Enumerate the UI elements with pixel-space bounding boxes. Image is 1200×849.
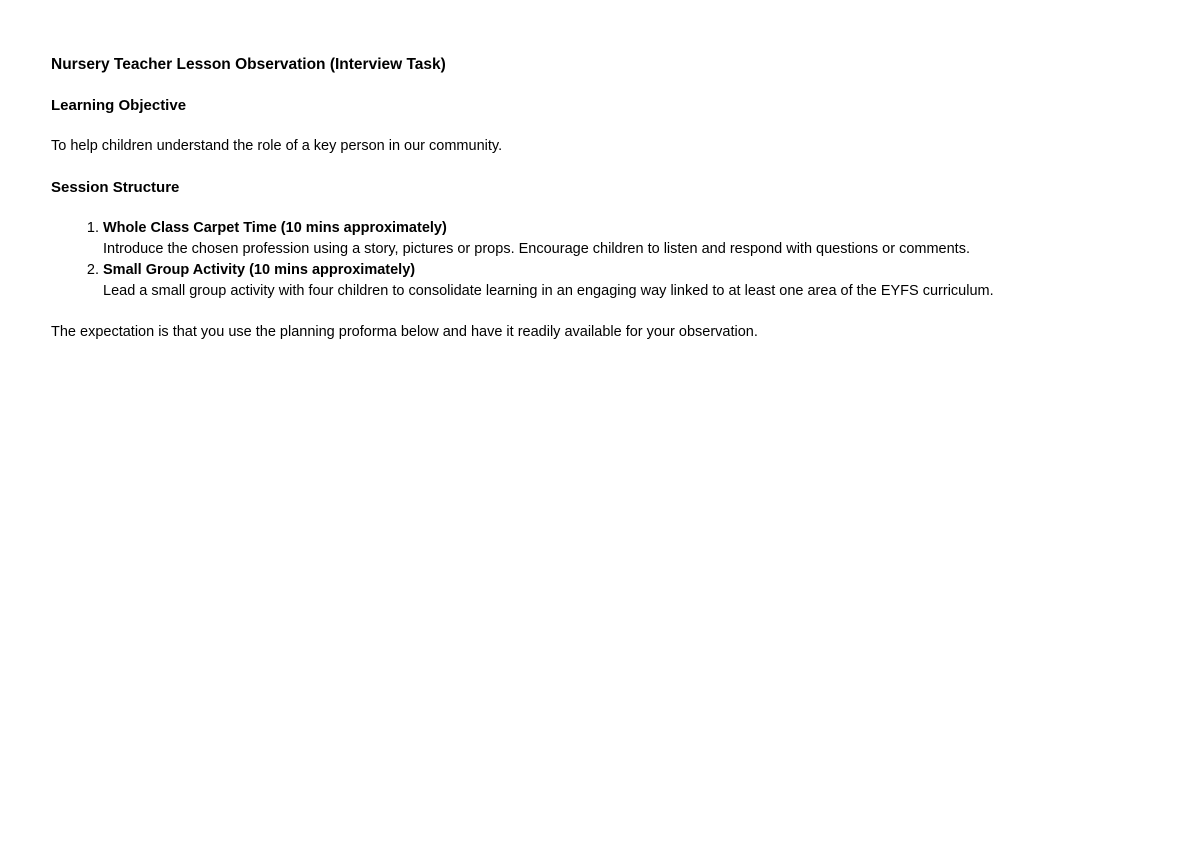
spacer — [51, 157, 1151, 177]
spacer — [51, 198, 1151, 218]
learning-objective-text: To help children understand the role of a key person in our community. — [51, 138, 503, 154]
spacer — [51, 75, 1151, 95]
session-item-description: Introduce the chosen profession using a story, pictures or props. Encourage children to listen and respond with questions or comments. — [103, 241, 970, 257]
session-item-small-group — [103, 260, 1151, 302]
session-item-description: Lead a small group activity with four children to consolidate learning in an engaging way linked to at least one area of the EYFS curriculum. — [103, 283, 994, 299]
spacer — [51, 302, 1151, 322]
learning-objective-heading: Learning Objective — [51, 97, 187, 114]
session-structure-list — [51, 218, 1151, 302]
session-item-title: 1. Whole Class Carpet Time (10 mins approximately) — [103, 220, 447, 236]
spacer — [51, 116, 1151, 136]
document-title: Nursery Teacher Lesson Observation (Interview Task) — [51, 56, 446, 73]
session-structure-heading: Session Structure — [51, 179, 180, 196]
session-item-whole-class — [103, 218, 1151, 260]
session-item-title: 2. Small Group Activity (10 mins approximately) — [103, 262, 416, 278]
expectation-text: The expectation is that you use the planning proforma below and have it readily available for your observation. — [51, 324, 758, 340]
document-content — [51, 54, 1151, 343]
